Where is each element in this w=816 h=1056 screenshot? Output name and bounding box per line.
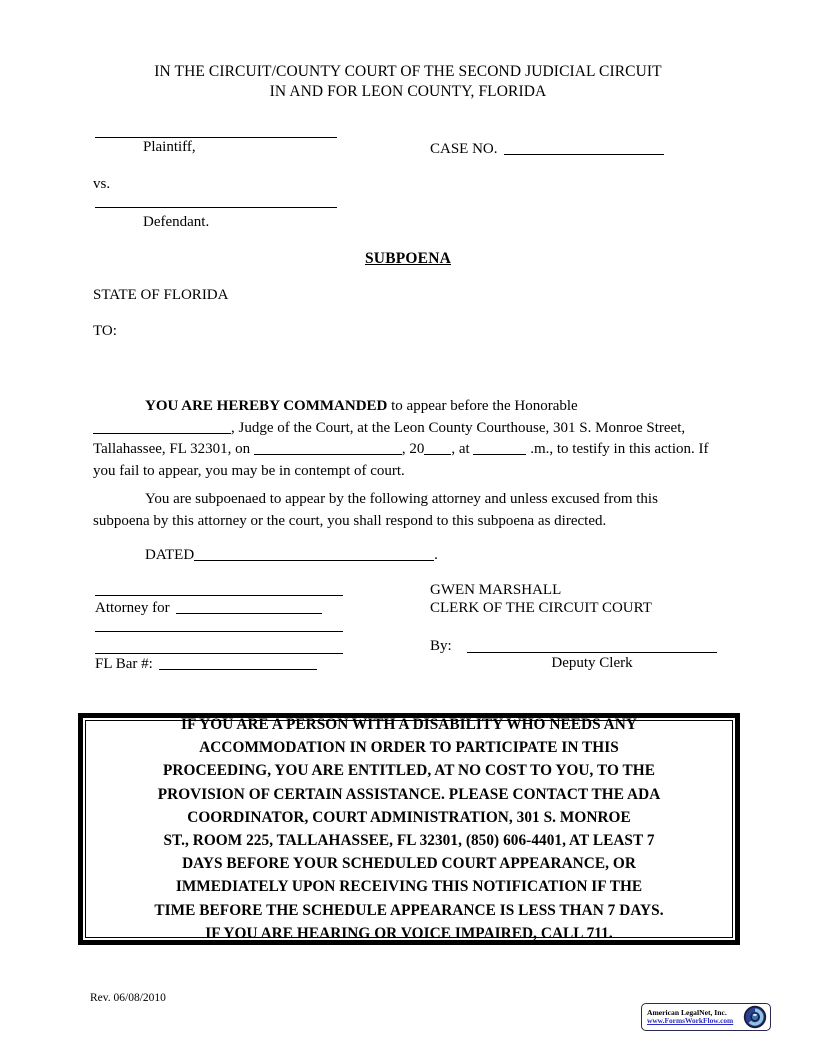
ada-notice-text xyxy=(146,713,671,945)
state-label: STATE OF FLORIDA xyxy=(93,287,229,303)
attorney-for-label: Attorney for xyxy=(95,600,170,616)
command-text-c: , 20 xyxy=(401,441,425,457)
defendant-label: Defendant. xyxy=(143,214,210,230)
plaintiff-label: Plaintiff, xyxy=(143,139,196,155)
ada-notice-line: IF YOU ARE HEARING OR VOICE IMPAIRED, CALL 711. xyxy=(205,924,613,942)
dated-label: DATED xyxy=(145,547,195,563)
fl-bar-label: FL Bar #: xyxy=(95,656,153,672)
ada-notice-line: ACCOMMODATION IN ORDER TO PARTICIPATE IN THIS xyxy=(199,739,619,757)
globe-swirl-icon xyxy=(742,1004,768,1030)
ada-notice-line: ST., ROOM 225, TALLAHASSEE, FL 32301, (850) 606-4401, AT LEAST 7 xyxy=(163,832,655,849)
ada-notice-inner-border xyxy=(85,715,733,942)
attorney-for-blank[interactable] xyxy=(176,600,322,614)
court-heading-line-2: IN AND FOR LEON COUNTY, FLORIDA xyxy=(269,83,547,100)
ada-notice-line: TIME BEFORE THE SCHEDULE APPEARANCE IS LESS THAN 7 DAYS. xyxy=(154,901,664,919)
court-heading xyxy=(88,62,728,102)
case-number-label: CASE NO. xyxy=(430,141,498,157)
defendant-name-rule xyxy=(95,207,337,208)
deputy-clerk-label: Deputy Clerk xyxy=(551,655,633,671)
attorney-signature-rule xyxy=(95,595,343,596)
versus-label: vs. xyxy=(93,176,111,192)
command-paragraph xyxy=(93,396,715,482)
attorney-address-rule-2 xyxy=(95,653,343,654)
ada-notice-line: DAYS BEFORE YOUR SCHEDULED COURT APPEARANCE, OR xyxy=(182,855,636,873)
logo-text-group xyxy=(642,1009,742,1025)
ada-notice-box xyxy=(78,713,740,945)
ada-notice-line: COORDINATOR, COURT ADMINISTRATION, 301 S. MONROE xyxy=(187,808,631,826)
command-text-a: to appear before the Honorable xyxy=(387,398,578,414)
ada-notice-line: IMMEDIATELY UPON RECEIVING THIS NOTIFICATION IF THE xyxy=(175,878,643,896)
ada-notice-line: IF YOU ARE A PERSON WITH A DISABILITY WHO NEEDS ANY xyxy=(181,715,637,733)
command-text-d: , at xyxy=(451,441,474,457)
command-text-b: , Judge of the Court, at the Leon County Courthouse, 301 S. Monroe Street, Tallahassee, FL 32301, on xyxy=(93,419,686,457)
fl-bar-field xyxy=(95,656,317,673)
american-legalnet-logo[interactable] xyxy=(641,1003,771,1031)
fl-bar-blank[interactable] xyxy=(159,656,317,670)
command-text-e: .m., to testify in this action. If you fail to appear, you may be in contempt of court. xyxy=(93,441,709,479)
attorney-address-rule-1 xyxy=(95,631,343,632)
recipient-label: TO: xyxy=(93,323,117,339)
logo-website-link[interactable]: www.FormsWorkFlow.com xyxy=(647,1016,734,1026)
command-emphasis: YOU ARE HEREBY COMMANDED xyxy=(145,398,388,414)
attorney-paragraph xyxy=(93,489,715,532)
clerk-name: GWEN MARSHALL xyxy=(430,582,562,598)
attorney-paragraph-text: You are subpoenaed to appear by the following attorney and unless excused from this subpoena by this attorney or the court, you shall respond to this subpoena as directed. xyxy=(93,491,658,529)
logo-company-name: American LegalNet, Inc. xyxy=(647,1008,727,1018)
by-label: By: xyxy=(430,638,452,654)
deputy-clerk-signature-rule[interactable] xyxy=(467,652,717,653)
clerk-title: CLERK OF THE CIRCUIT COURT xyxy=(430,600,652,616)
dated-period: . xyxy=(434,547,438,563)
case-number-field xyxy=(430,141,664,158)
dated-blank[interactable] xyxy=(194,547,434,561)
appearance-year-blank[interactable] xyxy=(424,441,451,455)
attorney-for-field xyxy=(95,600,322,617)
revision-note: Rev. 06/08/2010 xyxy=(90,992,166,1004)
dated-field xyxy=(145,547,438,564)
page-title: SUBPOENA xyxy=(364,250,451,267)
judge-name-blank[interactable] xyxy=(93,420,231,434)
appearance-time-blank[interactable] xyxy=(473,441,526,455)
plaintiff-name-rule xyxy=(95,137,337,138)
ada-notice-line: PROCEEDING, YOU ARE ENTITLED, AT NO COST TO YOU, TO THE xyxy=(163,762,655,780)
court-heading-line-1: IN THE CIRCUIT/COUNTY COURT OF THE SECOND JUDICIAL CIRCUIT xyxy=(154,63,662,80)
ada-notice-line: PROVISION OF CERTAIN ASSISTANCE. PLEASE CONTACT THE ADA xyxy=(157,785,661,803)
appearance-date-blank[interactable] xyxy=(254,441,402,455)
case-number-blank[interactable] xyxy=(504,141,664,155)
